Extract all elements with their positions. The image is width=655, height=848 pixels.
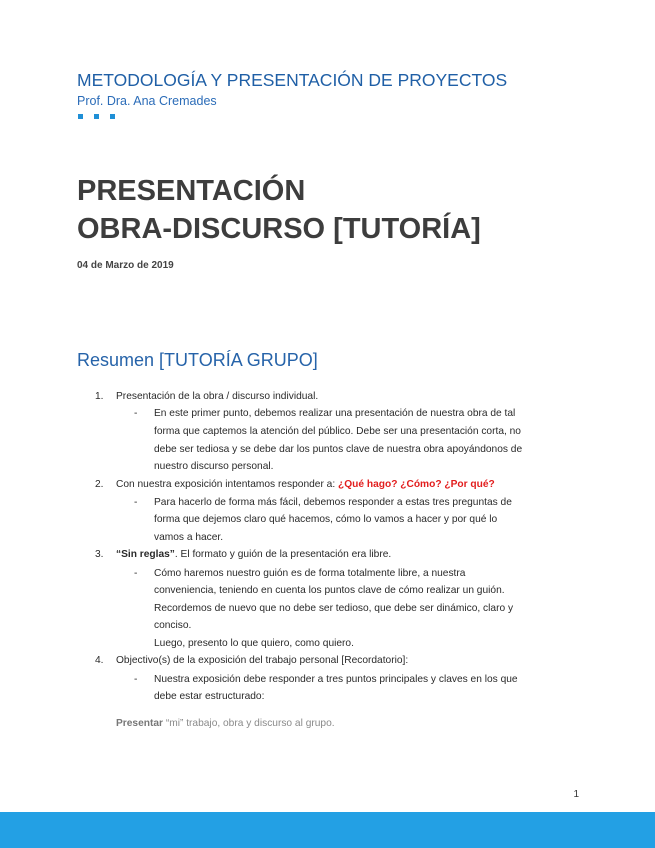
list-item-3-bold: “Sin reglas” bbox=[116, 549, 175, 560]
sub-bullet-2: - bbox=[134, 497, 138, 508]
list-item-2-sub-line: Para hacerlo de forma más fácil, debemos responder a estas tres preguntas de bbox=[154, 497, 512, 508]
sub-bullet-1: - bbox=[134, 408, 138, 419]
document-date: 04 de Marzo de 2019 bbox=[77, 260, 174, 271]
list-item-2-sub-line: vamos a hacer. bbox=[154, 532, 224, 543]
footer-bar bbox=[0, 812, 655, 848]
dot-3 bbox=[110, 114, 115, 119]
list-item-3-sub-line: Luego, presento lo que quiero, como quiero. bbox=[154, 638, 354, 649]
dot-1 bbox=[78, 114, 83, 119]
list-item-2-sub-line: forma que dejemos claro qué hacemos, cómo lo vamos a hacer y por qué lo bbox=[154, 514, 498, 525]
list-item-3-sub-line: conciso. bbox=[154, 620, 192, 631]
page-number: 1 bbox=[573, 789, 579, 800]
title-line-1: PRESENTACIÓN bbox=[77, 175, 306, 207]
list-item-4-text: Objectivo(s) de la exposición del trabajo personal [Recordatorio]: bbox=[116, 655, 409, 666]
list-item-3-number: 3. bbox=[95, 549, 104, 560]
list-item-1-sub-line: debe ser tediosa y se debe dar los puntos clave de nuestra obra apoyándonos de bbox=[154, 444, 523, 455]
list-item-1-number: 1. bbox=[95, 391, 104, 402]
list-item-4-sub-line: Nuestra exposición debe responder a tres puntos principales y claves en los que bbox=[154, 674, 518, 685]
list-item-2-number: 2. bbox=[95, 479, 104, 490]
list-item-4-sub-line: debe estar estructurado: bbox=[154, 691, 265, 702]
list-item-3-sub-line: conveniencia, teniendo en cuenta los puntos clave de cómo realizar un guión. bbox=[154, 585, 505, 596]
sub-bullet-4: - bbox=[134, 674, 138, 685]
footnote-bold: Presentar bbox=[116, 718, 164, 729]
list-item-2-text bbox=[116, 479, 495, 491]
sub-bullet-3: - bbox=[134, 568, 138, 579]
list-item-1-text: Presentación de la obra / discurso individual. bbox=[116, 391, 319, 402]
list-item-3-sub-line: Cómo haremos nuestro guión es de forma totalmente libre, a nuestra bbox=[154, 568, 466, 579]
list-item-1-sub-line: nuestro discurso personal. bbox=[154, 461, 274, 472]
list-item-2-text-plain: Con nuestra exposición intentamos responder a: bbox=[116, 479, 338, 490]
course-title: METODOLOGÍA Y PRESENTACIÓN DE PROYECTOS bbox=[77, 70, 508, 90]
list-item-4-number: 4. bbox=[95, 655, 104, 666]
list-item-3-text-plain: . El formato y guión de la presentación era libre. bbox=[174, 549, 392, 560]
footnote-rest: “mi” trabajo, obra y discurso al grupo. bbox=[163, 718, 335, 729]
list-item-1-sub-line: En este primer punto, debemos realizar una presentación de nuestra obra de tal bbox=[154, 408, 516, 419]
dot-2 bbox=[94, 114, 99, 119]
professor-name: Prof. Dra. Ana Cremades bbox=[77, 94, 217, 108]
list-item-3-sub-line: Recordemos de nuevo que no debe ser tedioso, que debe ser dinámico, claro y bbox=[154, 603, 514, 614]
title-line-2: OBRA-DISCURSO [TUTORÍA] bbox=[77, 213, 481, 245]
list-item-2-questions: ¿Qué hago? ¿Cómo? ¿Por qué? bbox=[338, 479, 495, 490]
list-item-1-sub-line: forma que captemos la atención del público. Debe ser una presentación corta, no bbox=[154, 426, 521, 437]
footnote bbox=[116, 718, 335, 730]
document-title bbox=[77, 172, 481, 248]
list-item-3-text bbox=[116, 549, 391, 561]
section-heading: Resumen [TUTORÍA GRUPO] bbox=[77, 350, 318, 370]
